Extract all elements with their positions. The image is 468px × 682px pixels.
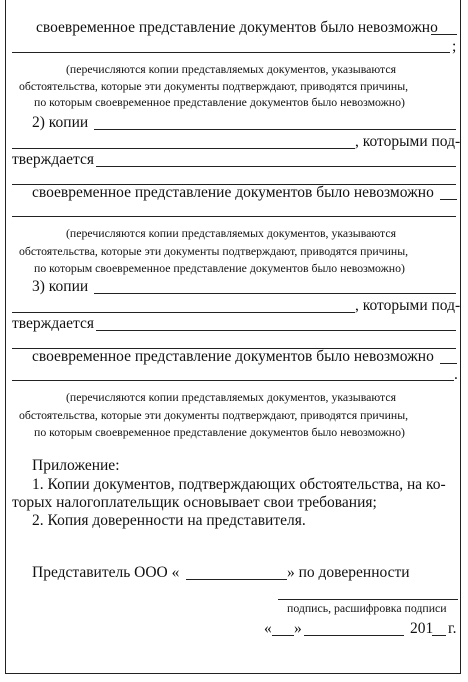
- b2-note-3: по которым своевременное представление документов было невозможно): [34, 261, 405, 275]
- row-b1-title: [0, 20, 468, 40]
- fill-line: [96, 166, 456, 167]
- representative-prefix: Представитель ООО «: [32, 564, 180, 581]
- b3-note-3: по которым своевременное представление документов было невозможно): [34, 425, 405, 439]
- fill-line: [94, 129, 456, 130]
- row-representative: [0, 565, 468, 585]
- fill-line: [12, 52, 450, 53]
- row-b2-line: [0, 202, 468, 222]
- appendix-item-2: 2. Копия доверенности на представителя.: [32, 512, 306, 529]
- b1-semicolon: ;: [452, 38, 457, 55]
- b3-confirmed-tail: , которыми под-: [355, 297, 461, 314]
- date-year: 201: [410, 620, 434, 637]
- date-year-suffix: г.: [448, 620, 457, 637]
- fill-line: [94, 293, 456, 294]
- b3-title: своевременное представление документов было невозможно: [32, 348, 434, 365]
- fill-line: [12, 380, 454, 381]
- representative-suffix: » по доверенности: [287, 564, 410, 581]
- row-b2-confirmed-head: [0, 152, 468, 172]
- b2-note-2: обстоятельства, которые эти документы подтверждают, приводятся причины,: [19, 244, 409, 258]
- fill-line: [96, 330, 456, 331]
- row-date: [0, 621, 468, 641]
- date-year-line: [432, 635, 446, 636]
- row-b2-copies: [0, 115, 468, 135]
- date-month-line: [304, 635, 404, 636]
- appendix-item-1a: 1. Копии документов, подтверждающих обстоятельства, на ко-: [32, 476, 446, 493]
- fill-line: [440, 199, 457, 200]
- appendix-item-1b: торых налогоплательщик основывает свои требования;: [12, 494, 377, 511]
- signature-line: [278, 599, 458, 600]
- b3-copies-label: 3) копии: [32, 278, 89, 295]
- b1-title: своевременное представление документов было невозможно: [36, 19, 438, 36]
- fill-line: [12, 216, 456, 217]
- b3-period: .: [454, 366, 458, 383]
- row-b1-line: [0, 38, 468, 58]
- row-b3-copies: [0, 279, 468, 299]
- date-quote-close: »: [294, 620, 302, 637]
- b1-note-3: по которым своевременное представление документов было невозможно): [34, 95, 405, 109]
- b2-note-1: (перечисляются копии представляемых документов, указываются: [66, 226, 397, 240]
- b2-confirmed-tail: , которыми под-: [355, 133, 461, 150]
- fill-line: [440, 363, 457, 364]
- fill-line: [186, 579, 287, 580]
- date-day-line: [272, 635, 294, 636]
- b3-note-2: обстоятельства, которые эти документы подтверждают, приводятся причины,: [19, 408, 409, 422]
- b3-confirmed-head: тверждается: [12, 315, 94, 332]
- row-b3-line: [0, 366, 468, 386]
- b1-note-1: (перечисляются копии представляемых документов, указываются: [66, 62, 397, 76]
- fill-line: [12, 148, 355, 149]
- date-quote-open: «: [264, 620, 272, 637]
- row-b3-confirmed-head: [0, 316, 468, 336]
- b1-note-2: обстоятельства, которые эти документы подтверждают, приводятся причины,: [19, 79, 409, 93]
- b2-title: своевременное представление документов было невозможно: [32, 184, 434, 201]
- appendix-heading: Приложение:: [32, 457, 120, 474]
- signature-caption: подпись, расшифровка подписи: [287, 601, 447, 615]
- fill-line: [431, 34, 457, 35]
- b2-confirmed-head: тверждается: [12, 151, 94, 168]
- fill-line: [12, 312, 355, 313]
- b2-copies-label: 2) копии: [32, 114, 89, 131]
- b3-note-1: (перечисляются копии представляемых документов, указываются: [66, 390, 397, 404]
